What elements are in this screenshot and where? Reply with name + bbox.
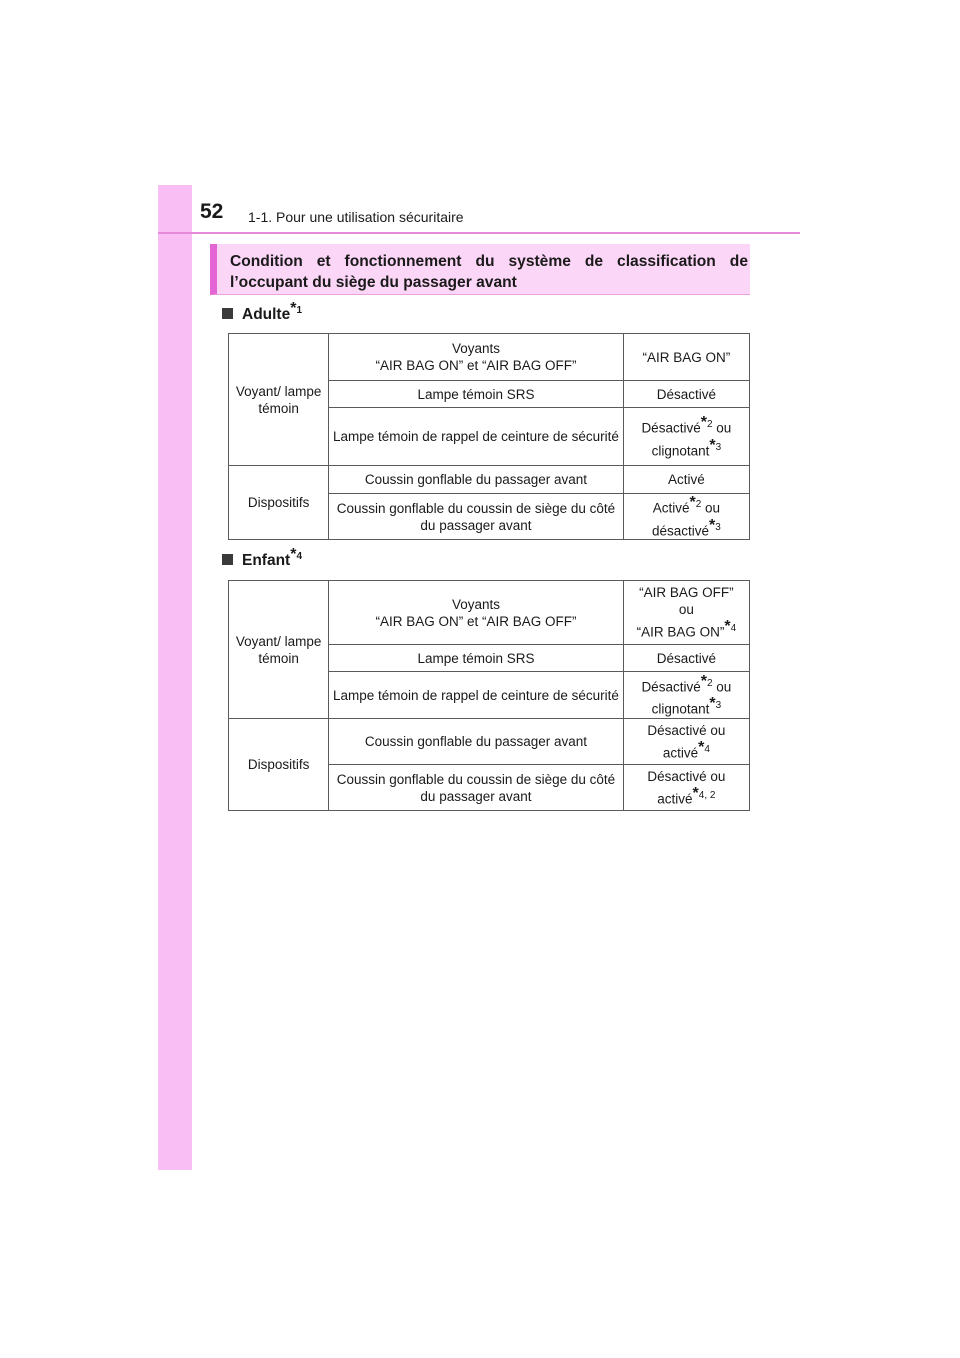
adult-voyants-label: Voyants “AIR BAG ON” et “AIR BAG OFF” xyxy=(329,334,624,381)
child-front-airbag-label: Coussin gonflable du passager avant xyxy=(329,719,624,765)
child-heading xyxy=(222,546,302,570)
child-voyants-label: Voyants “AIR BAG ON” et “AIR BAG OFF” xyxy=(329,581,624,645)
child-table xyxy=(228,580,750,811)
side-tab-strip xyxy=(158,185,192,1170)
table-row xyxy=(229,466,750,494)
adult-cushion-airbag-label: Coussin gonflable du coussin de siège du côté du passager avant xyxy=(329,494,624,540)
child-devices-label: Dispositifs xyxy=(229,719,329,811)
adult-voyants-value: “AIR BAG ON” xyxy=(623,334,749,381)
child-seatbelt-value: Désactivé$^{*2}$ ou clignotant$^{*3}$ xyxy=(623,672,749,719)
table-row xyxy=(229,581,750,645)
adult-indicators-label: Voyant/ lampe témoin xyxy=(229,334,329,466)
adult-cushion-airbag-value: Activé$^{*2}$ ou désactivé$^{*3}$ xyxy=(623,494,749,540)
child-heading-text: Enfant xyxy=(242,552,291,570)
chapter-title: 1-1. Pour une utilisation sécuritaire xyxy=(248,209,464,225)
child-cushion-airbag-label: Coussin gonflable du coussin de siège du côté du passager avant xyxy=(329,765,624,811)
adult-devices-label: Dispositifs xyxy=(229,466,329,540)
child-front-airbag-value: Désactivé ou activé$^{*4}$ xyxy=(623,719,749,765)
adult-table xyxy=(228,333,750,540)
child-cushion-airbag-value: Désactivé ou activé$^{*4, 2}$ xyxy=(623,765,749,811)
child-footnote-ref: *4 xyxy=(290,546,303,563)
table-row xyxy=(229,334,750,381)
table-row xyxy=(229,719,750,765)
child-srs-value: Désactivé xyxy=(623,645,749,672)
adult-srs-value: Désactivé xyxy=(623,381,749,408)
adult-heading-text: Adulte xyxy=(242,306,291,324)
adult-seatbelt-label: Lampe témoin de rappel de ceinture de sécurité xyxy=(329,408,624,466)
adult-footnote-ref: *1 xyxy=(290,300,303,317)
page-number: 52 xyxy=(200,200,224,223)
child-voyants-value: “AIR BAG OFF” ou “AIR BAG ON”$^{*4}$ xyxy=(623,581,749,645)
child-srs-label: Lampe témoin SRS xyxy=(329,645,624,672)
adult-seatbelt-value: Désactivé$^{*2}$ ou clignotant$^{*3}$ xyxy=(623,408,749,466)
header-rule xyxy=(158,232,800,234)
child-seatbelt-label: Lampe témoin de rappel de ceinture de sécurité xyxy=(329,672,624,719)
child-indicators-label: Voyant/ lampe témoin xyxy=(229,581,329,719)
adult-front-airbag-value: Activé xyxy=(623,466,749,494)
square-bullet-icon xyxy=(222,554,233,565)
square-bullet-icon xyxy=(222,308,233,319)
section-title: Condition et fonctionnement du système de classification de l’occupant du siège du passager avant xyxy=(230,253,748,291)
section-title-box xyxy=(210,244,750,295)
adult-heading xyxy=(222,300,302,324)
adult-srs-label: Lampe témoin SRS xyxy=(329,381,624,408)
adult-front-airbag-label: Coussin gonflable du passager avant xyxy=(329,466,624,494)
